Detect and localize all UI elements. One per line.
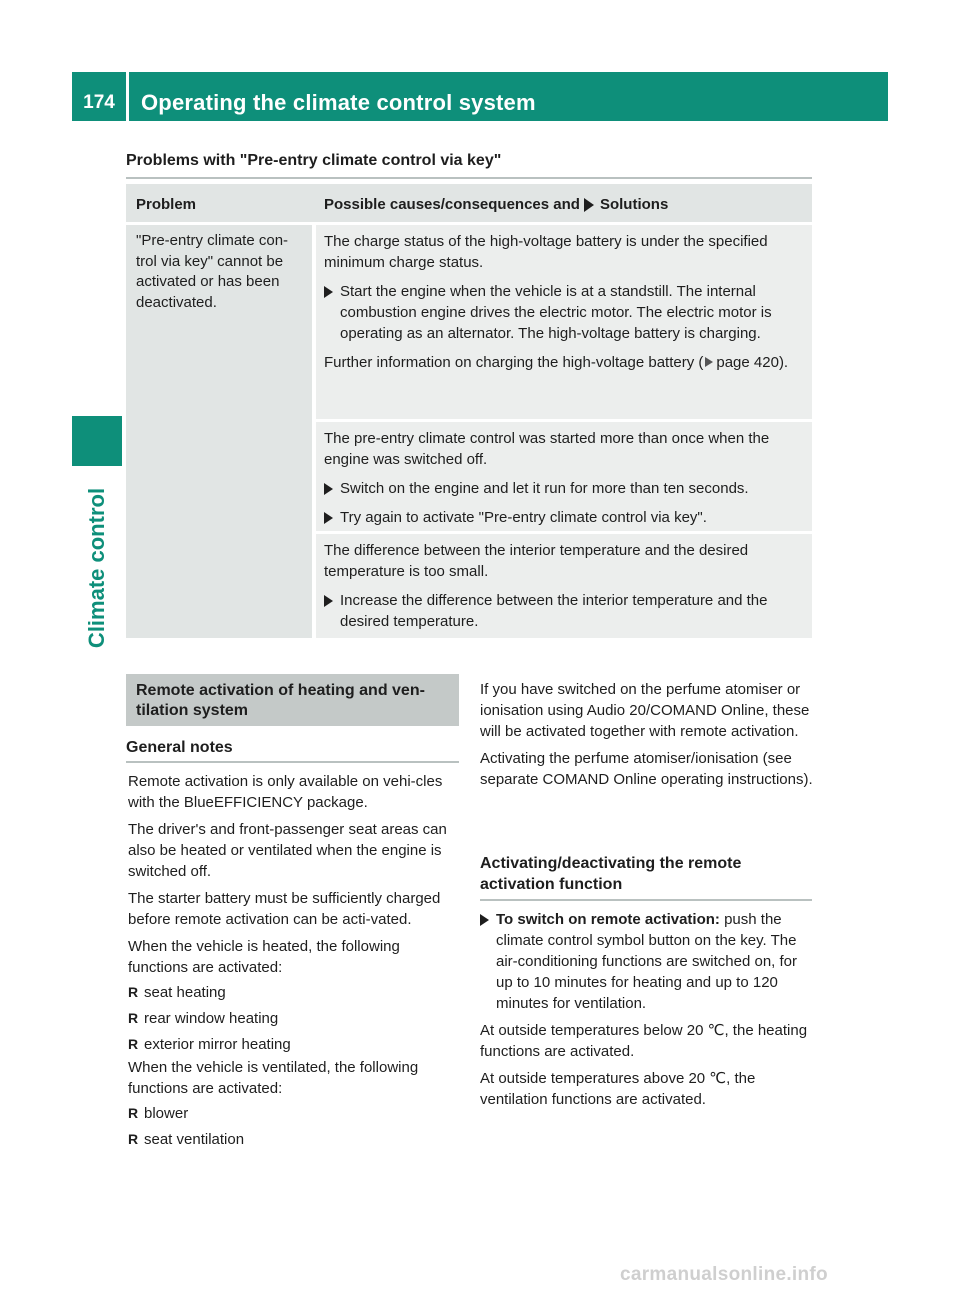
column-header-solutions-text: Possible causes/consequences and <box>324 196 580 213</box>
column-header-solutions-label: Solutions <box>599 196 669 213</box>
cause-1-note <box>324 352 804 373</box>
action-arrow-icon <box>324 590 340 632</box>
list-item <box>128 1034 461 1055</box>
activation-rule <box>480 899 812 901</box>
switch-on-step <box>480 909 814 1014</box>
list-item-text: exterior mirror heating <box>144 1036 291 1053</box>
cause-2-intro: The pre-entry climate control was started more than once when the engine was switched off. <box>324 430 770 468</box>
right-column-top <box>480 679 814 796</box>
bullet-icon: R <box>128 1105 139 1121</box>
paragraph-below-20: At outside temperatures below 20 ℃, the heating functions are activated. <box>480 1022 808 1060</box>
switch-on-step-content <box>496 909 814 1014</box>
bullet-icon: R <box>128 984 139 1000</box>
page-reference-icon <box>705 357 713 367</box>
page-header <box>72 72 888 121</box>
bullet-icon: R <box>128 1010 139 1026</box>
general-notes-rule <box>126 761 459 763</box>
list-item-text: seat heating <box>144 984 226 1001</box>
cause-cell-1 <box>316 225 812 419</box>
cause-3-step-1 <box>324 590 804 632</box>
activation-subheading: Activating/deactivating the remote activation function <box>480 855 742 893</box>
problem-cell <box>126 225 312 638</box>
table-header <box>126 184 812 222</box>
section-heading-box <box>126 674 459 726</box>
list-item-text: blower <box>144 1105 189 1122</box>
action-arrow-icon <box>324 507 340 528</box>
cause-1-note-ref[interactable]: page 420). <box>716 354 789 371</box>
cause-1-step-1 <box>324 281 804 344</box>
bullet-icon: R <box>128 1036 139 1052</box>
page-number: 174 <box>83 92 115 113</box>
paragraph-seat-areas: The driver's and front-passenger seat areas can also be heated or ventilated when the engine is switched off. <box>128 821 447 880</box>
paragraph-above-20: At outside temperatures above 20 ℃, the ventilation functions are activated. <box>480 1070 756 1108</box>
chapter-title: Operating the climate control system <box>141 90 536 115</box>
column-header-problem: Problem <box>136 196 197 213</box>
paragraph-starter-battery: The starter battery must be sufficiently charged before remote activation can be acti-vated. <box>128 890 441 928</box>
action-arrow-icon <box>324 281 340 344</box>
cause-1-intro: The charge status of the high-voltage battery is under the specified minimum charge status. <box>324 233 768 271</box>
cause-1-step-1-text: Start the engine when the vehicle is at a standstill. The internal combustion engine drives the electric motor. The electric motor is operating as an alternator. The high-voltage battery is charging. <box>340 283 772 342</box>
section-heading: Remote activation of heating and ven-tilation system <box>136 682 425 719</box>
list-item-text: rear window heating <box>144 1010 279 1027</box>
list-item <box>128 1008 461 1029</box>
list-item <box>128 1129 461 1150</box>
right-column-body <box>480 909 814 1116</box>
cause-cell-3 <box>316 534 812 638</box>
cause-2-step-2-text: Try again to activate "Pre-entry climate control via key". <box>340 509 707 526</box>
cause-2-step-1 <box>324 478 804 499</box>
paragraph-perfume-atomiser: If you have switched on the perfume atomiser or ionisation using Audio 20/COMAND Online, these will be activated together with remote activation. <box>480 681 810 740</box>
left-column-body <box>128 771 461 1155</box>
cause-1-note-text: Further information on charging the high-voltage battery ( <box>324 354 704 371</box>
paragraph-heated-intro: When the vehicle is heated, the following functions are activated: <box>128 938 400 976</box>
list-item <box>128 1103 461 1124</box>
watermark: carmanualsonline.info <box>620 1264 828 1285</box>
action-arrow-icon <box>480 909 496 1014</box>
side-tab-marker <box>72 416 122 466</box>
cause-3-intro: The difference between the interior temperature and the desired temperature is too small. <box>324 542 749 580</box>
cause-3-step-1-text: Increase the difference between the interior temperature and the desired temperature. <box>340 592 768 630</box>
switch-on-step-text: push the climate control symbol button on the key. The air-conditioning functions are switched on, for up to 10 minutes for heating and up to 120 minutes for ventilation. <box>496 911 797 1012</box>
column-header-solutions <box>324 196 668 213</box>
action-arrow-icon <box>324 478 340 499</box>
general-notes-heading: General notes <box>126 739 233 756</box>
side-section-label-text: Climate control <box>84 487 110 649</box>
table-title: Problems with "Pre-entry climate control via key" <box>126 152 502 169</box>
title-rule <box>126 177 812 179</box>
side-section-label <box>72 476 122 660</box>
switch-on-step-label: To switch on remote activation: <box>496 911 720 928</box>
cause-cell-2 <box>316 422 812 531</box>
action-arrow-icon <box>584 198 594 212</box>
bullet-icon: R <box>128 1131 139 1147</box>
list-item <box>128 982 461 1003</box>
cause-2-step-2 <box>324 507 804 528</box>
cause-2-step-1-text: Switch on the engine and let it run for more than ten seconds. <box>340 480 749 497</box>
paragraph-availability: Remote activation is only available on vehi-cles with the BlueEFFICIENCY package. <box>128 773 443 811</box>
problem-text: "Pre-entry climate con-trol via key" cannot be activated or has been deactivated. <box>136 232 289 311</box>
paragraph-perfume-reference: Activating the perfume atomiser/ionisation (see separate COMAND Online operating instructions). <box>480 750 813 788</box>
paragraph-ventilated-intro: When the vehicle is ventilated, the following functions are activated: <box>128 1059 419 1097</box>
header-divider <box>126 72 129 121</box>
list-item-text: seat ventilation <box>144 1131 245 1148</box>
